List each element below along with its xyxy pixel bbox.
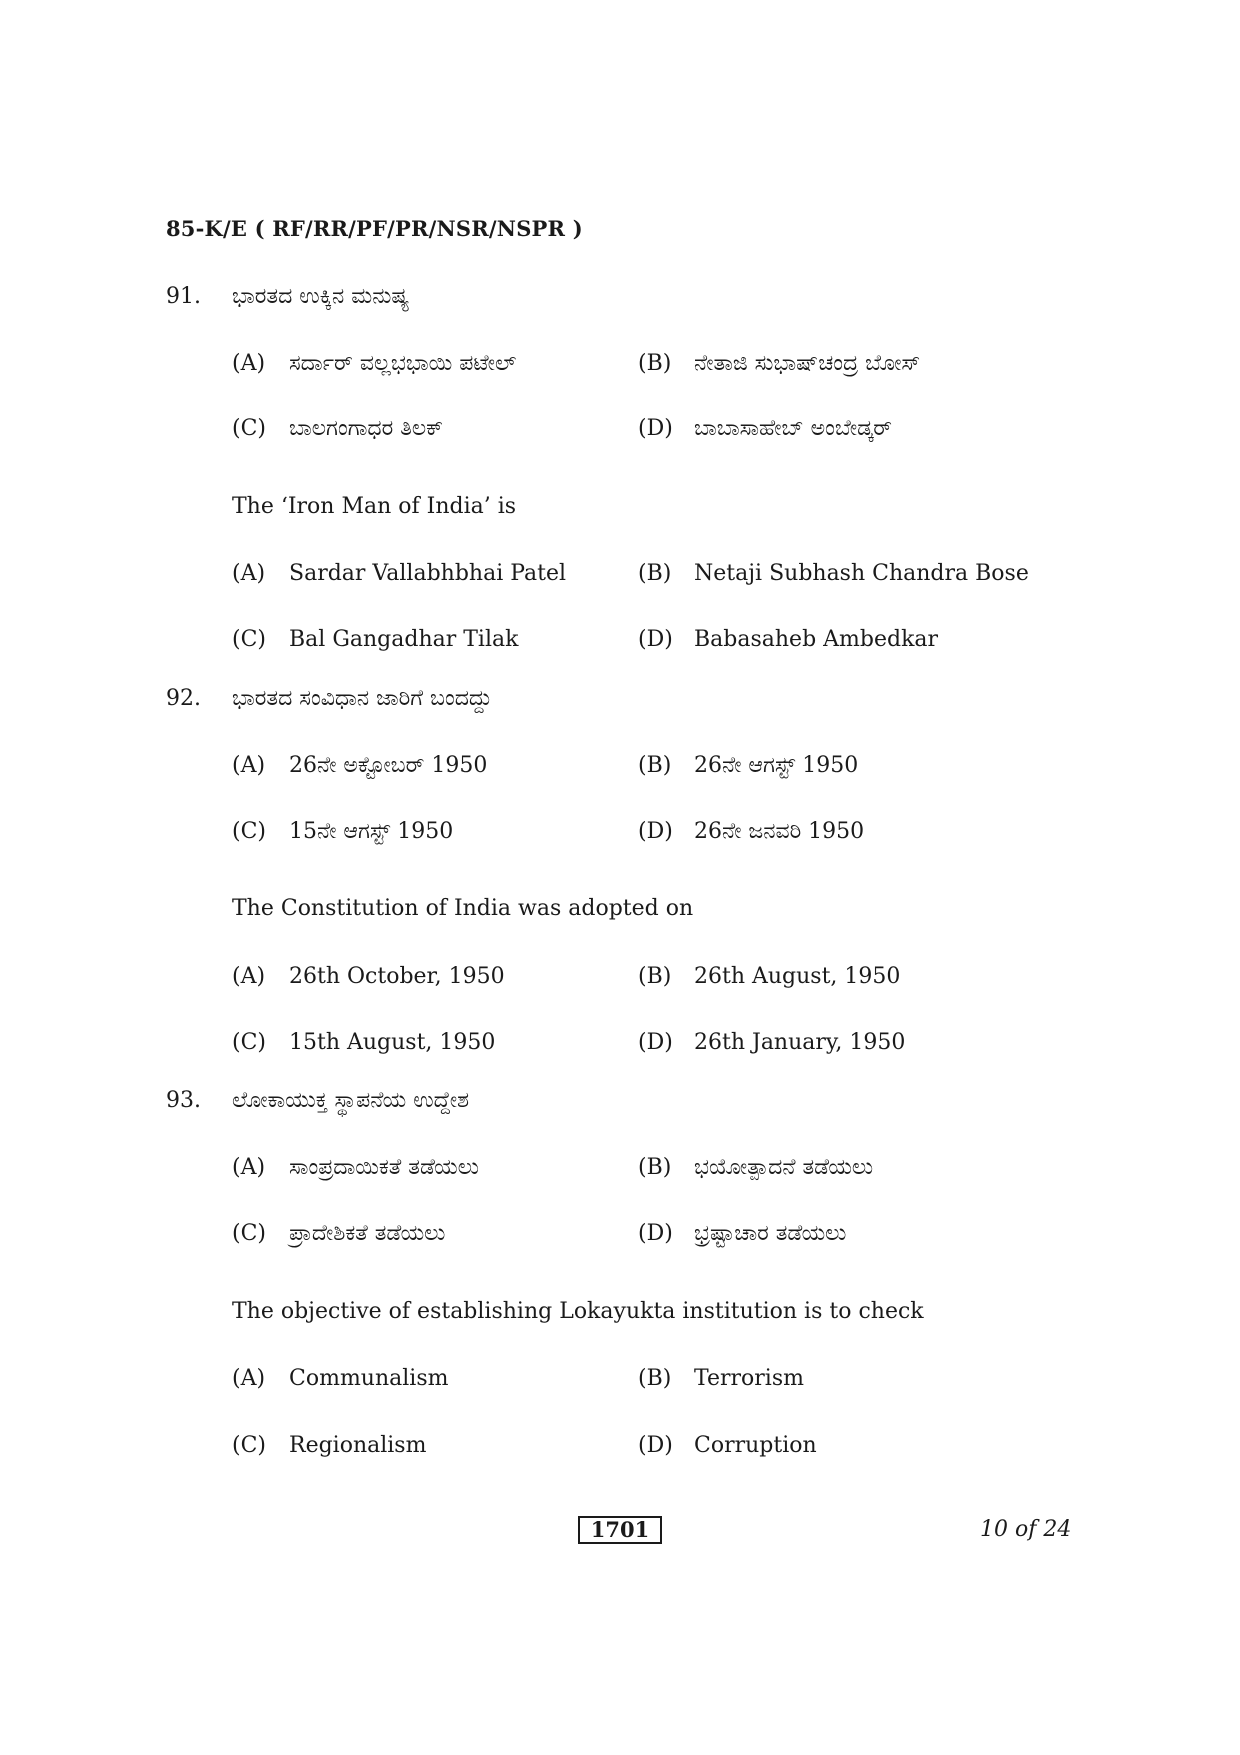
question-stem-kannada: ಭಾರತದ ಉಕ್ಕಿನ ಮನುಷ್ಯ (232, 284, 410, 309)
option-text: ನೇತಾಜಿ ಸುಭಾಷ್‌ಚಂದ್ರ ಬೋಸ್ (694, 351, 921, 376)
option-text: Bal Gangadhar Tilak (289, 627, 519, 652)
question-stem-kannada: ಲೋಕಾಯುಕ್ತ ಸ್ಥಾಪನೆಯ ಉದ್ದೇಶ (232, 1088, 470, 1113)
option-label: (B) (638, 964, 672, 989)
option-label: (B) (638, 1155, 672, 1180)
option-label: (C) (232, 627, 266, 652)
option-text: 26ನೇ ಅಕ್ಟೋಬರ್ 1950 (289, 753, 488, 778)
option-text: Babasaheb Ambedkar (694, 627, 939, 652)
option-text: 15ನೇ ಆಗಸ್ಟ್ 1950 (289, 819, 454, 844)
option-label: (A) (232, 1155, 266, 1180)
question-stem-english: The ‘Iron Man of India’ is (232, 494, 517, 519)
option-text: 26th January, 1950 (694, 1030, 906, 1055)
option-label: (B) (638, 561, 672, 586)
option-label: (D) (638, 1433, 673, 1458)
option-text: ಸಾಂಪ್ರದಾಯಿಕತೆ ತಡೆಯಲು (289, 1155, 479, 1180)
option-text: ಭಯೋತ್ಪಾದನೆ ತಡೆಯಲು (694, 1155, 874, 1180)
question-stem-english: The Constitution of India was adopted on (232, 896, 694, 921)
option-label: (D) (638, 1030, 673, 1055)
option-label: (D) (638, 627, 673, 652)
paper-code-header: 85-K/E ( RF/RR/PF/PR/NSR/NSPR ) (166, 216, 583, 241)
option-label: (C) (232, 1433, 266, 1458)
option-text: 26th October, 1950 (289, 964, 505, 989)
option-label: (A) (232, 753, 266, 778)
option-label: (B) (638, 1366, 672, 1391)
option-label: (C) (232, 416, 266, 441)
question-number: 91. (166, 284, 201, 309)
option-text: 26ನೇ ಆಗಸ್ಟ್ 1950 (694, 753, 859, 778)
option-text: Regionalism (289, 1433, 427, 1458)
question-stem-english: The objective of establishing Lokayukta institution is to check (232, 1299, 924, 1324)
option-text: Sardar Vallabhbhai Patel (289, 561, 567, 586)
option-text: Corruption (694, 1433, 817, 1458)
option-label: (D) (638, 1221, 673, 1246)
question-number: 93. (166, 1088, 201, 1113)
option-label: (C) (232, 819, 266, 844)
option-text: ಬಾಲಗಂಗಾಧರ ತಿಲಕ್ (289, 416, 444, 441)
option-label: (B) (638, 753, 672, 778)
option-label: (A) (232, 561, 266, 586)
option-text: 15th August, 1950 (289, 1030, 496, 1055)
option-label: (C) (232, 1030, 266, 1055)
option-text: 26th August, 1950 (694, 964, 901, 989)
option-text: ಬಾಬಾಸಾಹೇಬ್ ಅಂಬೇಡ್ಕರ್ (694, 416, 892, 441)
option-text: Terrorism (694, 1366, 804, 1391)
option-label: (D) (638, 416, 673, 441)
question-number: 92. (166, 686, 201, 711)
option-text: Communalism (289, 1366, 449, 1391)
option-text: ಭ್ರಷ್ಟಾಚಾರ ತಡೆಯಲು (694, 1221, 847, 1246)
option-label: (A) (232, 351, 266, 376)
option-label: (C) (232, 1221, 266, 1246)
option-text: ಸರ್ದಾರ್ ವಲ್ಲಭಭಾಯಿ ಪಟೇಲ್ (289, 351, 517, 376)
option-text: 26ನೇ ಜನವರಿ 1950 (694, 819, 865, 844)
option-label: (D) (638, 819, 673, 844)
option-text: Netaji Subhash Chandra Bose (694, 561, 1029, 586)
option-text: ಪ್ರಾದೇಶಿಕತೆ ತಡೆಯಲು (289, 1221, 446, 1246)
question-stem-kannada: ಭಾರತದ ಸಂವಿಧಾನ ಜಾರಿಗೆ ಬಂದದ್ದು (232, 686, 493, 711)
option-label: (B) (638, 351, 672, 376)
option-label: (A) (232, 964, 266, 989)
page-number: 10 of 24 (980, 1517, 1072, 1542)
booklet-code-box: 1701 (578, 1516, 662, 1544)
option-label: (A) (232, 1366, 266, 1391)
